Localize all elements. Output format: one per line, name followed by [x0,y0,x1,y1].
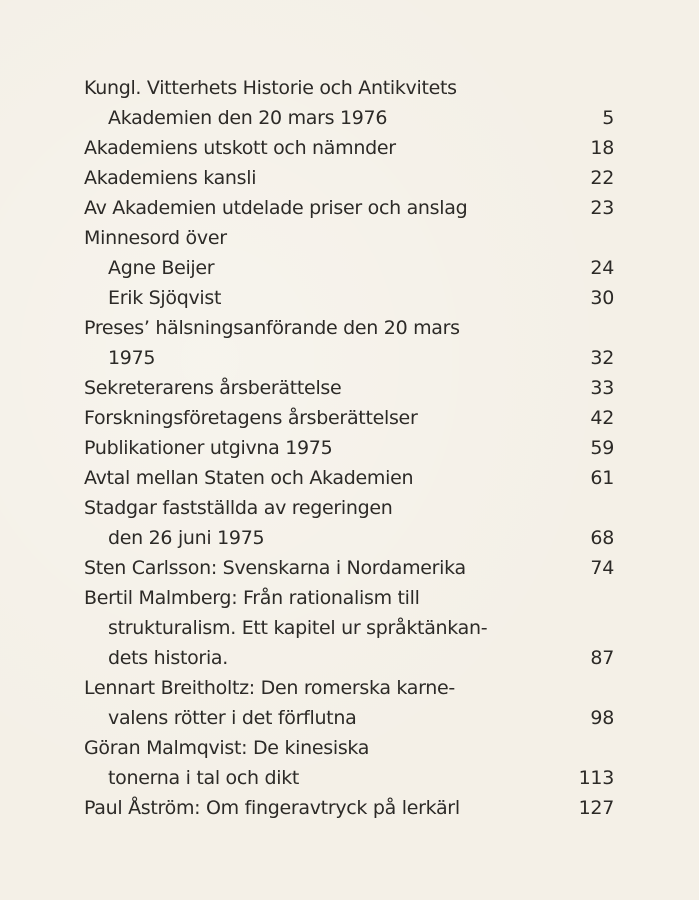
toc-entry-title-continued: valens rötter i det förflutna [108,707,357,729]
toc-page-number: 74 [590,557,614,579]
toc-entry-title-continued: 1975 [108,347,156,369]
toc-entry-line [84,703,614,733]
toc-entry-line [84,73,614,103]
toc-entry-title-continued: dets historia. [108,647,229,669]
toc-entry-line [84,313,614,343]
toc-entry-line [84,403,614,433]
toc-entry-line [84,283,614,313]
toc-entry-line [84,763,614,793]
toc-entry-line [84,673,614,703]
toc-page-number: 42 [590,407,614,429]
toc-entry-line [84,223,614,253]
toc-entry-line [84,193,614,223]
toc-entry-line [84,613,614,643]
toc-entry-title-continued: strukturalism. Ett kapitel ur språktänkan- [108,617,488,639]
toc-section-heading: Minnesord över [84,227,227,249]
toc-page-number: 127 [578,797,614,819]
toc-entry-line [84,583,614,613]
table-of-contents [84,73,614,823]
toc-entry-title: Lennart Breitholtz: Den romerska karne- [84,677,455,699]
toc-page-number: 23 [590,197,614,219]
toc-entry-title: Sten Carlsson: Svenskarna i Nordamerika [84,557,466,579]
toc-page-number: 61 [590,467,614,489]
toc-entry-title: Preses’ hälsningsanförande den 20 mars [84,317,460,339]
toc-entry-title: Publikationer utgivna 1975 [84,437,333,459]
toc-entry-line [84,433,614,463]
toc-entry-title: Agne Beijer [108,257,215,279]
toc-entry-title: Avtal mellan Staten och Akademien [84,467,414,489]
toc-entry-line [84,163,614,193]
toc-entry-line [84,133,614,163]
toc-entry-title-continued: tonerna i tal och dikt [108,767,300,789]
toc-entry-title: Stadgar fastställda av regeringen [84,497,393,519]
toc-entry-title-continued: den 26 juni 1975 [108,527,265,549]
toc-entry-line [84,103,614,133]
toc-entry-title-continued: Akademien den 20 mars 1976 [108,107,388,129]
toc-entry-line [84,793,614,823]
toc-entry-line [84,463,614,493]
toc-entry-title: Paul Åström: Om fingeravtryck på lerkärl [84,797,460,819]
toc-page-number: 5 [602,107,614,129]
toc-entry-line [84,523,614,553]
toc-entry-title: Erik Sjöqvist [108,287,222,309]
toc-page-number: 33 [590,377,614,399]
toc-page-number: 30 [590,287,614,309]
toc-page-number: 68 [590,527,614,549]
toc-page-number: 59 [590,437,614,459]
toc-entry-line [84,733,614,763]
toc-entry-title: Av Akademien utdelade priser och anslag [84,197,468,219]
toc-page-number: 113 [578,767,614,789]
toc-page-number: 24 [590,257,614,279]
toc-entry-line [84,553,614,583]
toc-entry-title: Kungl. Vitterhets Historie och Antikvitets [84,77,457,99]
toc-entry-title: Akademiens utskott och nämnder [84,137,396,159]
toc-page-number: 18 [590,137,614,159]
toc-entry-line [84,373,614,403]
toc-entry-title: Forskningsföretagens årsberättelser [84,407,418,429]
toc-page-number: 98 [590,707,614,729]
toc-entry-line [84,343,614,373]
toc-entry-title: Bertil Malmberg: Från rationalism till [84,587,420,609]
toc-entry-title: Göran Malmqvist: De kinesiska [84,737,370,759]
toc-entry-line [84,643,614,673]
toc-entry-title: Sekreterarens årsberättelse [84,377,342,399]
toc-page-number: 32 [590,347,614,369]
toc-entry-title: Akademiens kansli [84,167,257,189]
toc-entry-line [84,253,614,283]
toc-page-number: 87 [590,647,614,669]
toc-entry-line [84,493,614,523]
toc-page-number: 22 [590,167,614,189]
